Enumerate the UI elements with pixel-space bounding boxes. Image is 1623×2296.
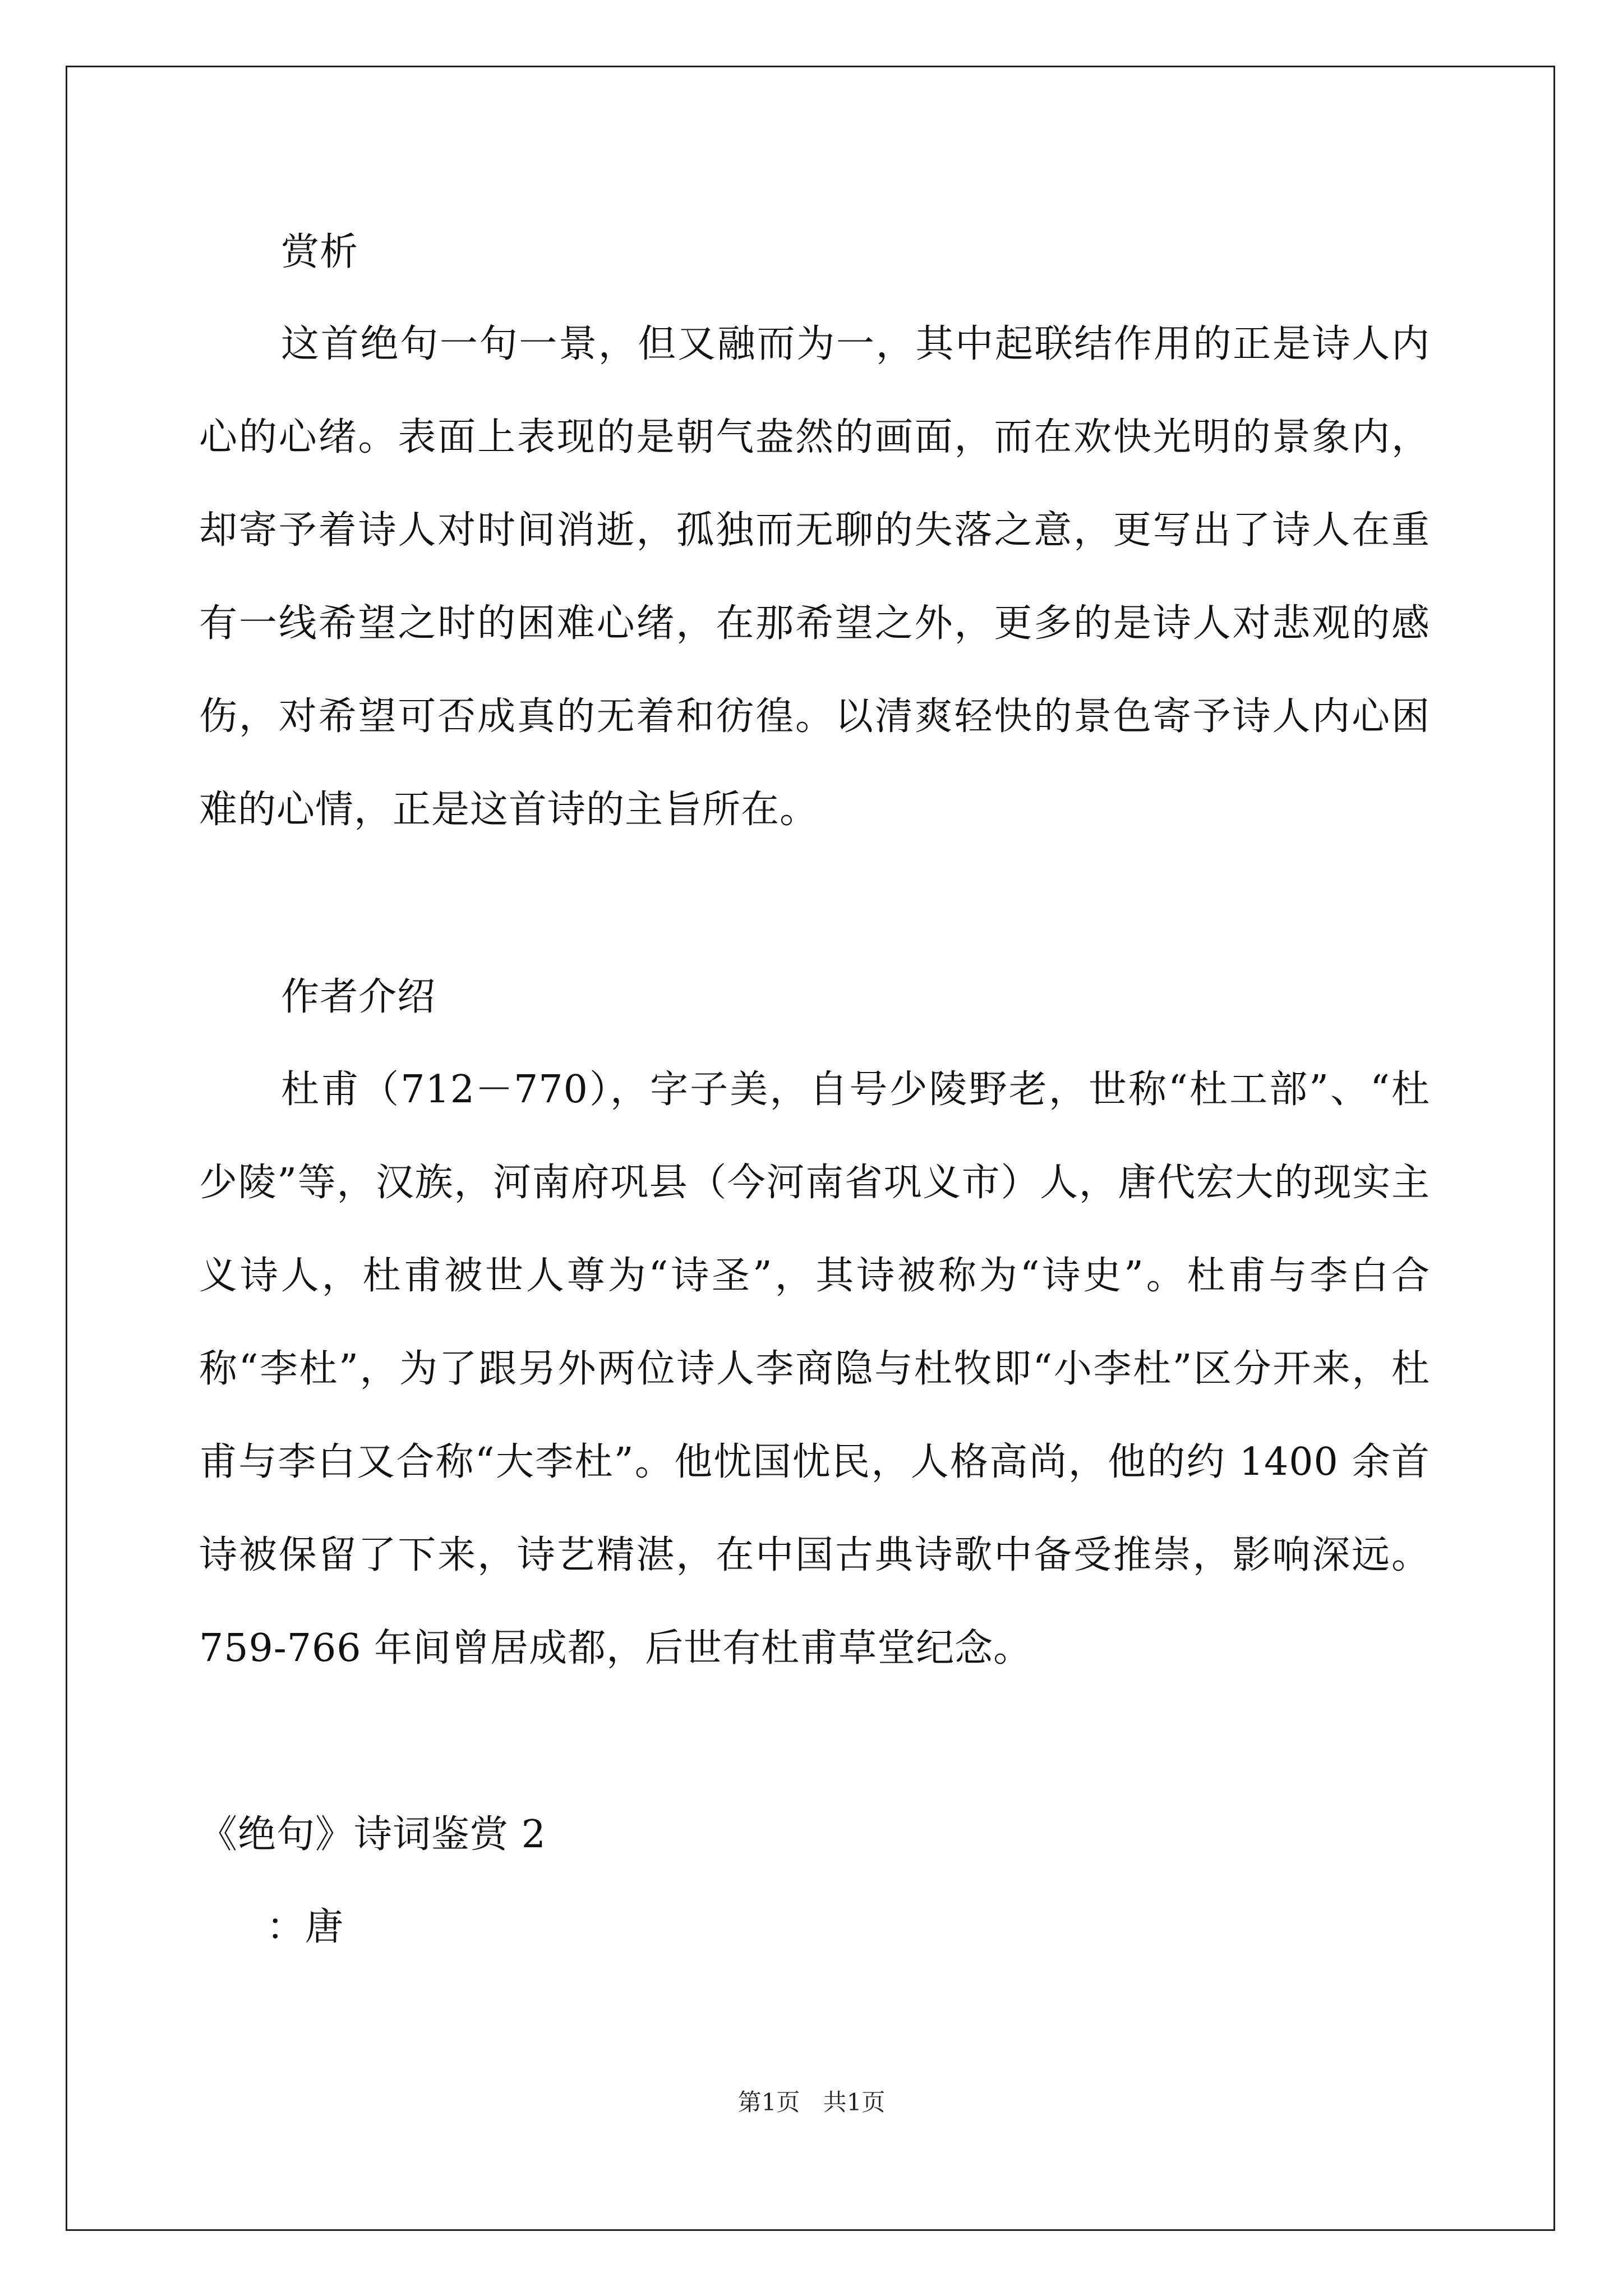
heading-appreciation: 赏析 [281, 230, 359, 274]
page-total: 共1页 [823, 2088, 886, 2116]
heading-author: 作者介绍 [281, 975, 436, 1019]
section-title: 《绝句》诗词鉴赏 2 [199, 1812, 546, 1857]
page-current: 第1页 [737, 2088, 800, 2116]
author-paragraph: 杜甫（712－770），字子美，自号少陵野老，世称“杜工部”、“杜少陵”等，汉族，河南府巩县（今河南省巩义市）人，唐代宏大的现实主义诗人，杜甫被世人尊为“诗圣”，其诗被称为“诗史”。杜甫与李白合称“李杜”，为了跟另外两位诗人李商隐与杜牧即“小李杜”区分开来，杜甫与李白又合称“大李杜”。他忧国忧民，人格高尚，他的约 1400 余首诗被保留了下来，诗艺精湛，在中国古典诗歌中备受推崇，影响深远。759-766 年间曾居成都，后世有杜甫草堂纪念。 [199, 1068, 1430, 1671]
dynasty-line: ：唐 [266, 1905, 344, 1949]
appreciation-paragraph: 这首绝句一句一景，但又融而为一，其中起联结作用的正是诗人内心的心绪。表面上表现的是朝气盎然的画面，而在欢快光明的景象内，却寄予着诗人对时间消逝，孤独而无聊的失落之意，更写出了诗人在重有一线希望之时的困难心绪，在那希望之外，更多的是诗人对悲观的感伤，对希望可否成真的无着和彷徨。以清爽轻快的景色寄予诗人内心困难的心情，正是这首诗的主旨所在。 [199, 322, 1430, 832]
page-footer [0, 2084, 1623, 2118]
